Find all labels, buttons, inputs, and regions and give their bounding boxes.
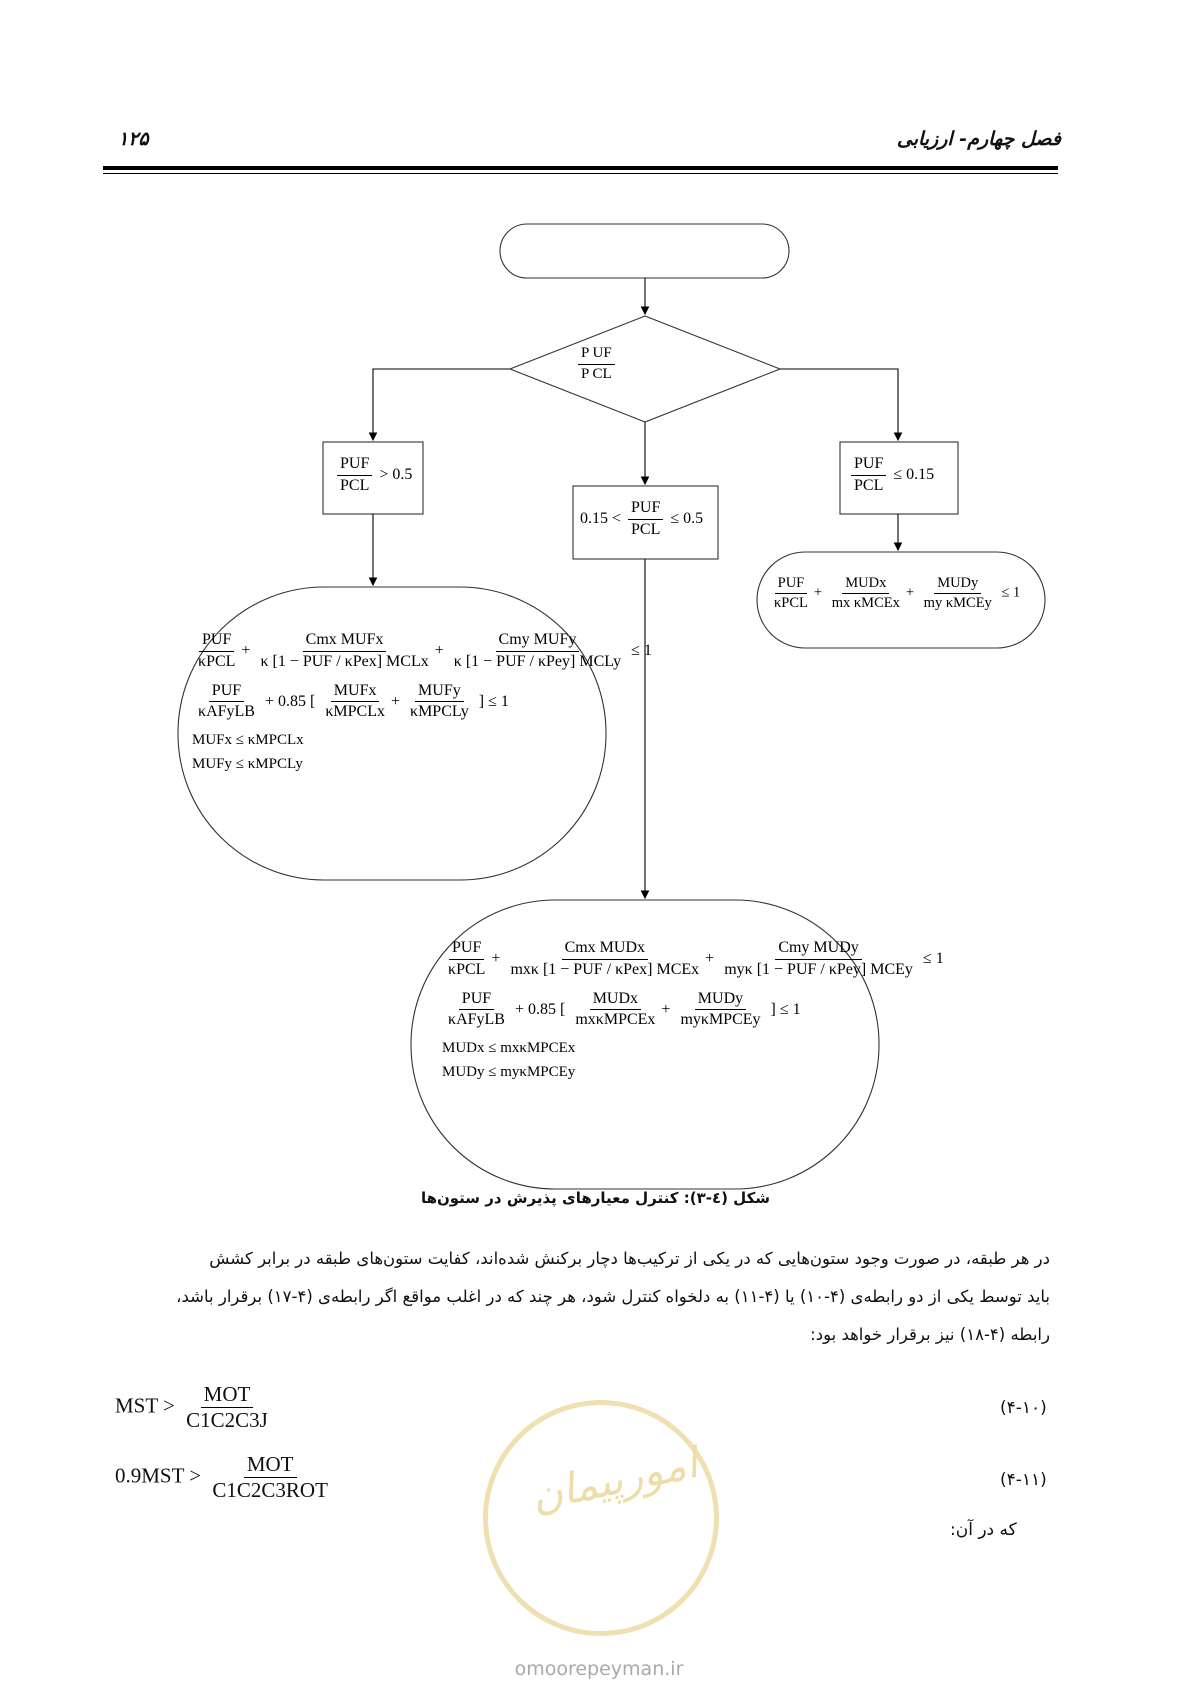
bottom-eq-1: $\frac{\text{PUF}}{\text{κPCL}}$ + $\frac{\text{Cmx MUDx}}{\text{mxκ [1 − PUF / κPex] MCEx}}$ + $\frac{\text{Cmy MUDy}}{\text{myκ [1 − PUF / κPey] MCEy}}$ ≤ 1 [448,939,944,978]
left-eq-2: $\frac{\text{PUF}}{\text{κAFyLB}}$ + 0.85 [ $\frac{\text{MUFx}}{\text{κMPCLx}}$ + $\frac{\text{MUFy}}{\text{κMPCLy}}$ ] ≤ 1 [198,681,509,721]
bottom-result-equations [442,938,944,1086]
left-eq-4: MUFy ≤ κMPCLy [192,755,303,772]
equation-10-number: (۴-۱۰) [1000,1398,1047,1418]
watermark-seal [483,1400,719,1636]
equation-11: 0.9MST > $\frac{\text{MOT}}{\text{C1C2C3ROT}}$ [115,1452,328,1502]
page-number: ۱۲۵ [118,128,149,150]
left-condition-expression: $\frac{\text{PUF}}{\text{PCL}}$ > 0.5 [334,454,412,497]
where-text: که در آن: [950,1520,1017,1540]
bottom-eq-3: MUDx ≤ mxκMPCEx [442,1040,576,1057]
bottom-eq-2: $\frac{\text{PUF}}{\text{κAFyLB}}$ + 0.85 [ $\frac{\text{MUDx}}{\text{mxκMPCEx}}$ + $\frac{\text{MUDy}}{\text{myκMPCEy}}$ ] ≤ 1 [448,989,801,1029]
paragraph-line-3: رابطه (۴-۱۸) نیز برقرار خواهد بود: [810,1325,1050,1344]
equation-11-number: (۴-۱۱) [1000,1470,1047,1490]
figure-caption: شکل (٤-٣): کنترل معیارهای پذیرش در ستون‌ها [420,1189,771,1207]
left-result-equations [192,630,652,778]
chapter-title: فصل چهارم- ارزیابی [896,128,1061,150]
paragraph-line-1: در هر طبقه، در صورت وجود ستون‌هایی که در یکی از ترکیب‌ها دچار برکنش شده‌اند، کفایت ستون‌های طبقه در برابر کشش [209,1249,1050,1268]
left-eq-1: $\frac{\text{PUF}}{\text{κPCL}}$ + $\frac{\text{Cmx MUFx}}{\text{κ [1 − PUF / κPex] MCLx}}$ + $\frac{\text{Cmy MUFy}}{\text{κ [1 − PUF / κPey] MCLy}}$ ≤ 1 [198,631,652,670]
watermark-url: omoorepeyman.ir [514,1658,684,1680]
middle-condition-expression: 0.15 < $\frac{\text{PUF}}{\text{PCL}}$ ≤ 0.5 [580,499,704,538]
equation-10: MST > $\frac{\text{MOT}}{C1C2C3J}$ [115,1382,268,1432]
watermark-logo-text: امورپیمان [526,1438,702,1521]
left-eq-3: MUFx ≤ κMPCLx [192,732,304,749]
connector-right-branch [780,369,898,440]
decision-expression: $\frac{\text{P UF}}{\text{P CL}}$ [575,344,618,384]
decision-diamond [510,316,780,422]
connector-left-branch [373,369,510,440]
right-condition-expression: $\frac{\text{PUF}}{\text{PCL}}$ ≤ 0.15 [848,454,934,497]
body-paragraph [115,1240,1050,1354]
right-result-equation: $\frac{\text{PUF}}{\text{κPCL}}$ + $\frac{\text{MUDx}}{\text{mx κMCEx}}$ + $\frac{\text{MUDy}}{\text{my κMCEy}}$ ≤ 1 [774,575,1021,611]
paragraph-line-2: باید توسط یکی از دو رابطه‌ی (۴-۱۰) یا (۴-۱۱) به دلخواه کنترل شود، هر چند که در اغلب مواقع اگر رابطه‌ی (۴-۱۷) برقرار باشد، [176,1287,1050,1306]
start-terminal [500,224,789,278]
bottom-eq-4: MUDy ≤ myκMPCEy [442,1063,576,1080]
